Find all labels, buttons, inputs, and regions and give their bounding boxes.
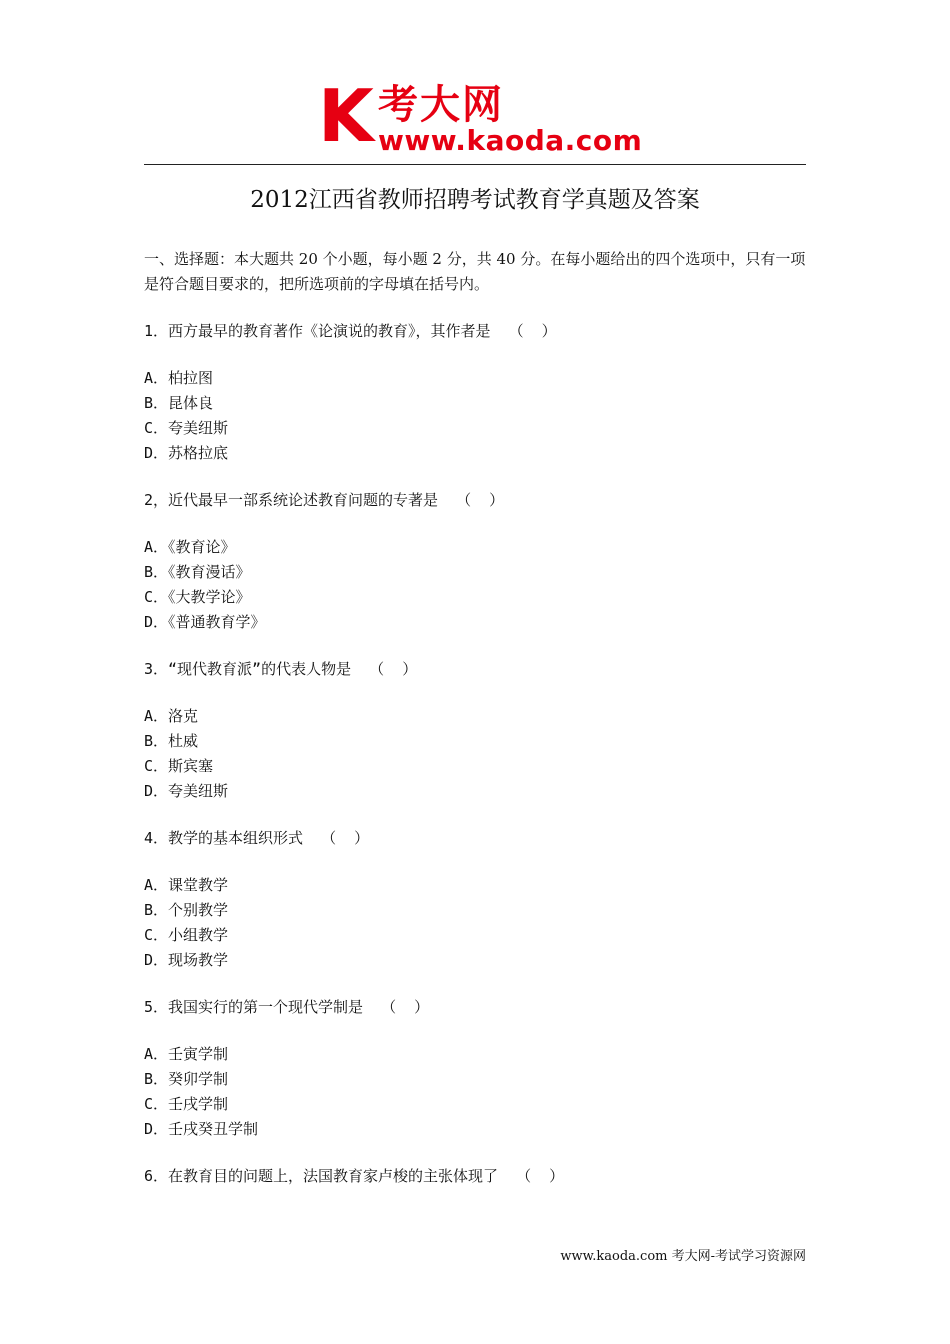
question-stem: 4．教学的基本组织形式 （ ） <box>144 829 370 847</box>
question-stem: 6．在教育目的问题上，法国教育家卢梭的主张体现了 （ ） <box>144 1167 565 1185</box>
kaoda-logo <box>318 74 648 160</box>
logo-k-mark: K <box>318 74 370 158</box>
option: B．癸卯学制 <box>144 1070 229 1088</box>
page-title: 2012江西省教师招聘考试教育学真题及答案 <box>250 187 700 213</box>
option: D．壬戌癸丑学制 <box>144 1120 259 1138</box>
option: D．苏格拉底 <box>144 444 229 462</box>
section-intro: 一、选择题：本大题共 20 个小题，每小题 2 分，共 40 分。在每小题给出的四个选项中，只有一项是符合题目要求的，把所选项前的字母填在括号内。 <box>144 250 806 293</box>
option: B．昆体良 <box>144 394 214 412</box>
option: C．小组教学 <box>144 926 229 944</box>
option: A．柏拉图 <box>144 369 214 387</box>
option: C．斯宾塞 <box>144 757 214 775</box>
option: D．现场教学 <box>144 951 229 969</box>
logo-url: www.kaoda.com <box>378 124 643 157</box>
question-stem: 3．“现代教育派”的代表人物是 （ ） <box>144 660 418 678</box>
option: D．夸美纽斯 <box>144 782 229 800</box>
question-stem: 1．西方最早的教育著作《论演说的教育》，其作者是 （ ） <box>144 322 557 340</box>
option: B．个别教学 <box>144 901 229 919</box>
option: C．壬戌学制 <box>144 1095 229 1113</box>
option: A．壬寅学制 <box>144 1045 229 1063</box>
question-stem: 2，近代最早一部系统论述教育问题的专著是 （ ） <box>144 491 505 509</box>
option: D．《普通教育学》 <box>144 613 266 631</box>
option: C．《大教学论》 <box>144 588 251 606</box>
option: B．《教育漫话》 <box>144 563 251 581</box>
header-rule <box>144 164 806 165</box>
option: A．课堂教学 <box>144 876 229 894</box>
logo-chinese-name: 考大网 <box>378 82 504 128</box>
question-stem: 5．我国实行的第一个现代学制是 （ ） <box>144 998 430 1016</box>
option: C．夸美纽斯 <box>144 419 229 437</box>
option: A．《教育论》 <box>144 538 236 556</box>
option: A．洛克 <box>144 707 199 725</box>
page-footer: www.kaoda.com 考大网-考试学习资源网 <box>560 1249 806 1264</box>
option: B．杜威 <box>144 732 199 750</box>
